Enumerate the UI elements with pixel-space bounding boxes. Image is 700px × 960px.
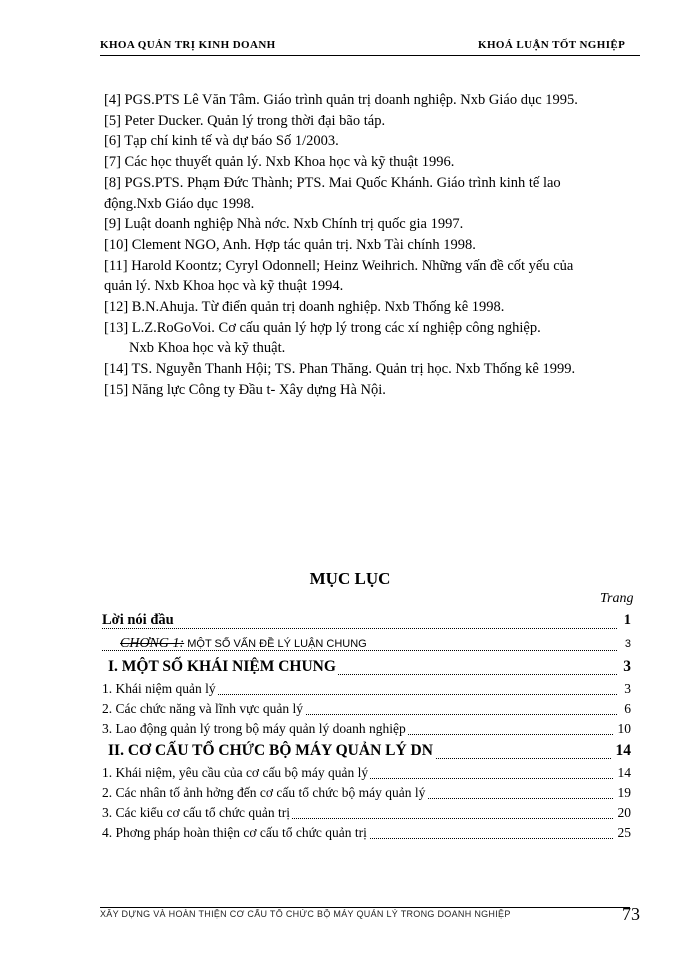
toc-entry-chapter[interactable] — [102, 633, 647, 655]
toc-entry-page: 1 — [620, 607, 631, 633]
chapter-prefix: CHƠNG 1: — [120, 636, 185, 651]
table-of-contents — [102, 607, 647, 843]
toc-page-header: Trang — [600, 591, 634, 606]
reference-item: [15] Năng lực Công ty Đầu t- Xây dựng Hà Nội. — [104, 381, 386, 398]
toc-entry-page: 3 — [620, 679, 631, 699]
reference-list — [104, 90, 644, 401]
reference-item: [7] Các học thuyết quản lý. Nxb Khoa học và kỹ thuật 1996. — [104, 154, 455, 171]
reference-item: [11] Harold Koontz; Cyryl Odonnell; Heinz Weihrich. Những vấn đề cốt yếu của — [104, 257, 574, 274]
toc-entry-label: 3. Các kiểu cơ cấu tổ chức quản trị — [102, 805, 291, 820]
toc-entry-label: 1. Khái niệm quản lý — [102, 681, 216, 696]
toc-entry-page: 14 — [612, 739, 632, 763]
toc-entry-label: 2. Các chức năng và lĩnh vực quản lý — [102, 701, 303, 716]
footer-thesis-title: XÂY DỰNG VÀ HOÀN THIỆN CƠ CẤU TỔ CHỨC BỘ MÁY QUẢN LÝ TRONG DOANH NGHIỆP — [100, 909, 511, 919]
toc-entry-page: 19 — [614, 783, 632, 803]
toc-title: MỤC LỤC — [309, 569, 391, 588]
reference-item: [8] PGS.PTS. Phạm Đức Thành; PTS. Mai Quốc Khánh. Giáo trình kinh tế lao — [104, 174, 561, 191]
toc-entry-label: II. CƠ CẤU TỔ CHỨC BỘ MÁY QUẢN LÝ DN — [102, 742, 435, 759]
reference-item: [4] PGS.PTS Lê Văn Tâm. Giáo trình quản trị doanh nghiệp. Nxb Giáo dục 1995. — [104, 92, 578, 108]
toc-entry-intro[interactable] — [102, 607, 647, 633]
toc-entry-page: 10 — [614, 719, 632, 739]
reference-item-continued: Nxb Khoa học và kỹ thuật. — [129, 340, 286, 357]
toc-entry-item[interactable] — [102, 719, 647, 739]
toc-entry-label — [102, 638, 369, 650]
toc-entry-label: 3. Lao động quản lý trong bộ máy quản lý doanh nghiệp — [102, 721, 406, 736]
toc-entry-item[interactable] — [102, 679, 647, 699]
toc-entry-label: Lời nói đầu — [102, 612, 174, 628]
reference-item: [10] Clement NGO, Anh. Hợp tác quản trị. Nxb Tài chính 1998. — [104, 236, 476, 253]
toc-entry-section[interactable] — [102, 739, 647, 763]
chapter-title: MỘT SỐ VẤN ĐỀ LÝ LUẬN CHUNG — [184, 638, 367, 650]
toc-entry-label: 1. Khái niệm, yêu cầu của cơ cấu bộ máy quản lý — [102, 765, 369, 780]
toc-entry-page: 3 — [619, 655, 631, 679]
reference-item-continued: quản lý. Nxb Khoa học và kỹ thuật 1994. — [104, 278, 344, 295]
toc-entry-item[interactable] — [102, 823, 647, 843]
reference-item: [6] Tạp chí kinh tế và dự báo Số 1/2003. — [104, 133, 339, 150]
toc-entry-item[interactable] — [102, 803, 647, 823]
reference-item: [5] Peter Ducker. Quản lý trong thời đại bão táp. — [104, 112, 386, 129]
toc-entry-label: 4. Phơng pháp hoàn thiện cơ cấu tổ chức quản trị — [102, 825, 367, 840]
header-divider — [100, 55, 640, 56]
toc-entry-page: 14 — [614, 763, 632, 783]
reference-item: [14] TS. Nguyễn Thanh Hội; TS. Phan Thăng. Quản trị học. Nxb Thống kê 1999. — [104, 361, 576, 378]
toc-entry-item[interactable] — [102, 763, 647, 783]
reference-item-continued: động.Nxb Giáo dục 1998. — [104, 195, 255, 212]
page-number: 73 — [622, 904, 640, 924]
toc-entry-page: 25 — [614, 823, 632, 843]
footer-divider — [100, 907, 630, 908]
toc-entry-item[interactable] — [102, 699, 647, 719]
toc-entry-label: I. MỘT SỐ KHÁI NIỆM CHUNG — [102, 658, 338, 675]
reference-item: [9] Luật doanh nghiệp Nhà nớc. Nxb Chính trị quốc gia 1997. — [104, 216, 464, 233]
toc-entry-section[interactable] — [102, 655, 647, 679]
toc-entry-label: 2. Các nhân tố ảnh hởng đến cơ cấu tổ chức bộ máy quản lý — [102, 785, 426, 800]
toc-entry-page: 3 — [621, 633, 631, 655]
toc-entry-item[interactable] — [102, 783, 647, 803]
toc-entry-page: 6 — [620, 699, 631, 719]
reference-item: [12] B.N.Ahuja. Từ điển quản trị doanh nghiệp. Nxb Thống kê 1998. — [104, 299, 505, 316]
reference-item: [13] L.Z.RoGoVoi. Cơ cấu quản lý hợp lý trong các xí nghiệp công nghiệp. — [104, 319, 541, 336]
toc-entry-page: 20 — [614, 803, 632, 823]
header-faculty: KHOA QUẢN TRỊ KINH DOANH — [100, 39, 276, 51]
header-thesis: KHOÁ LUẬN TỐT NGHIỆP — [478, 39, 626, 51]
